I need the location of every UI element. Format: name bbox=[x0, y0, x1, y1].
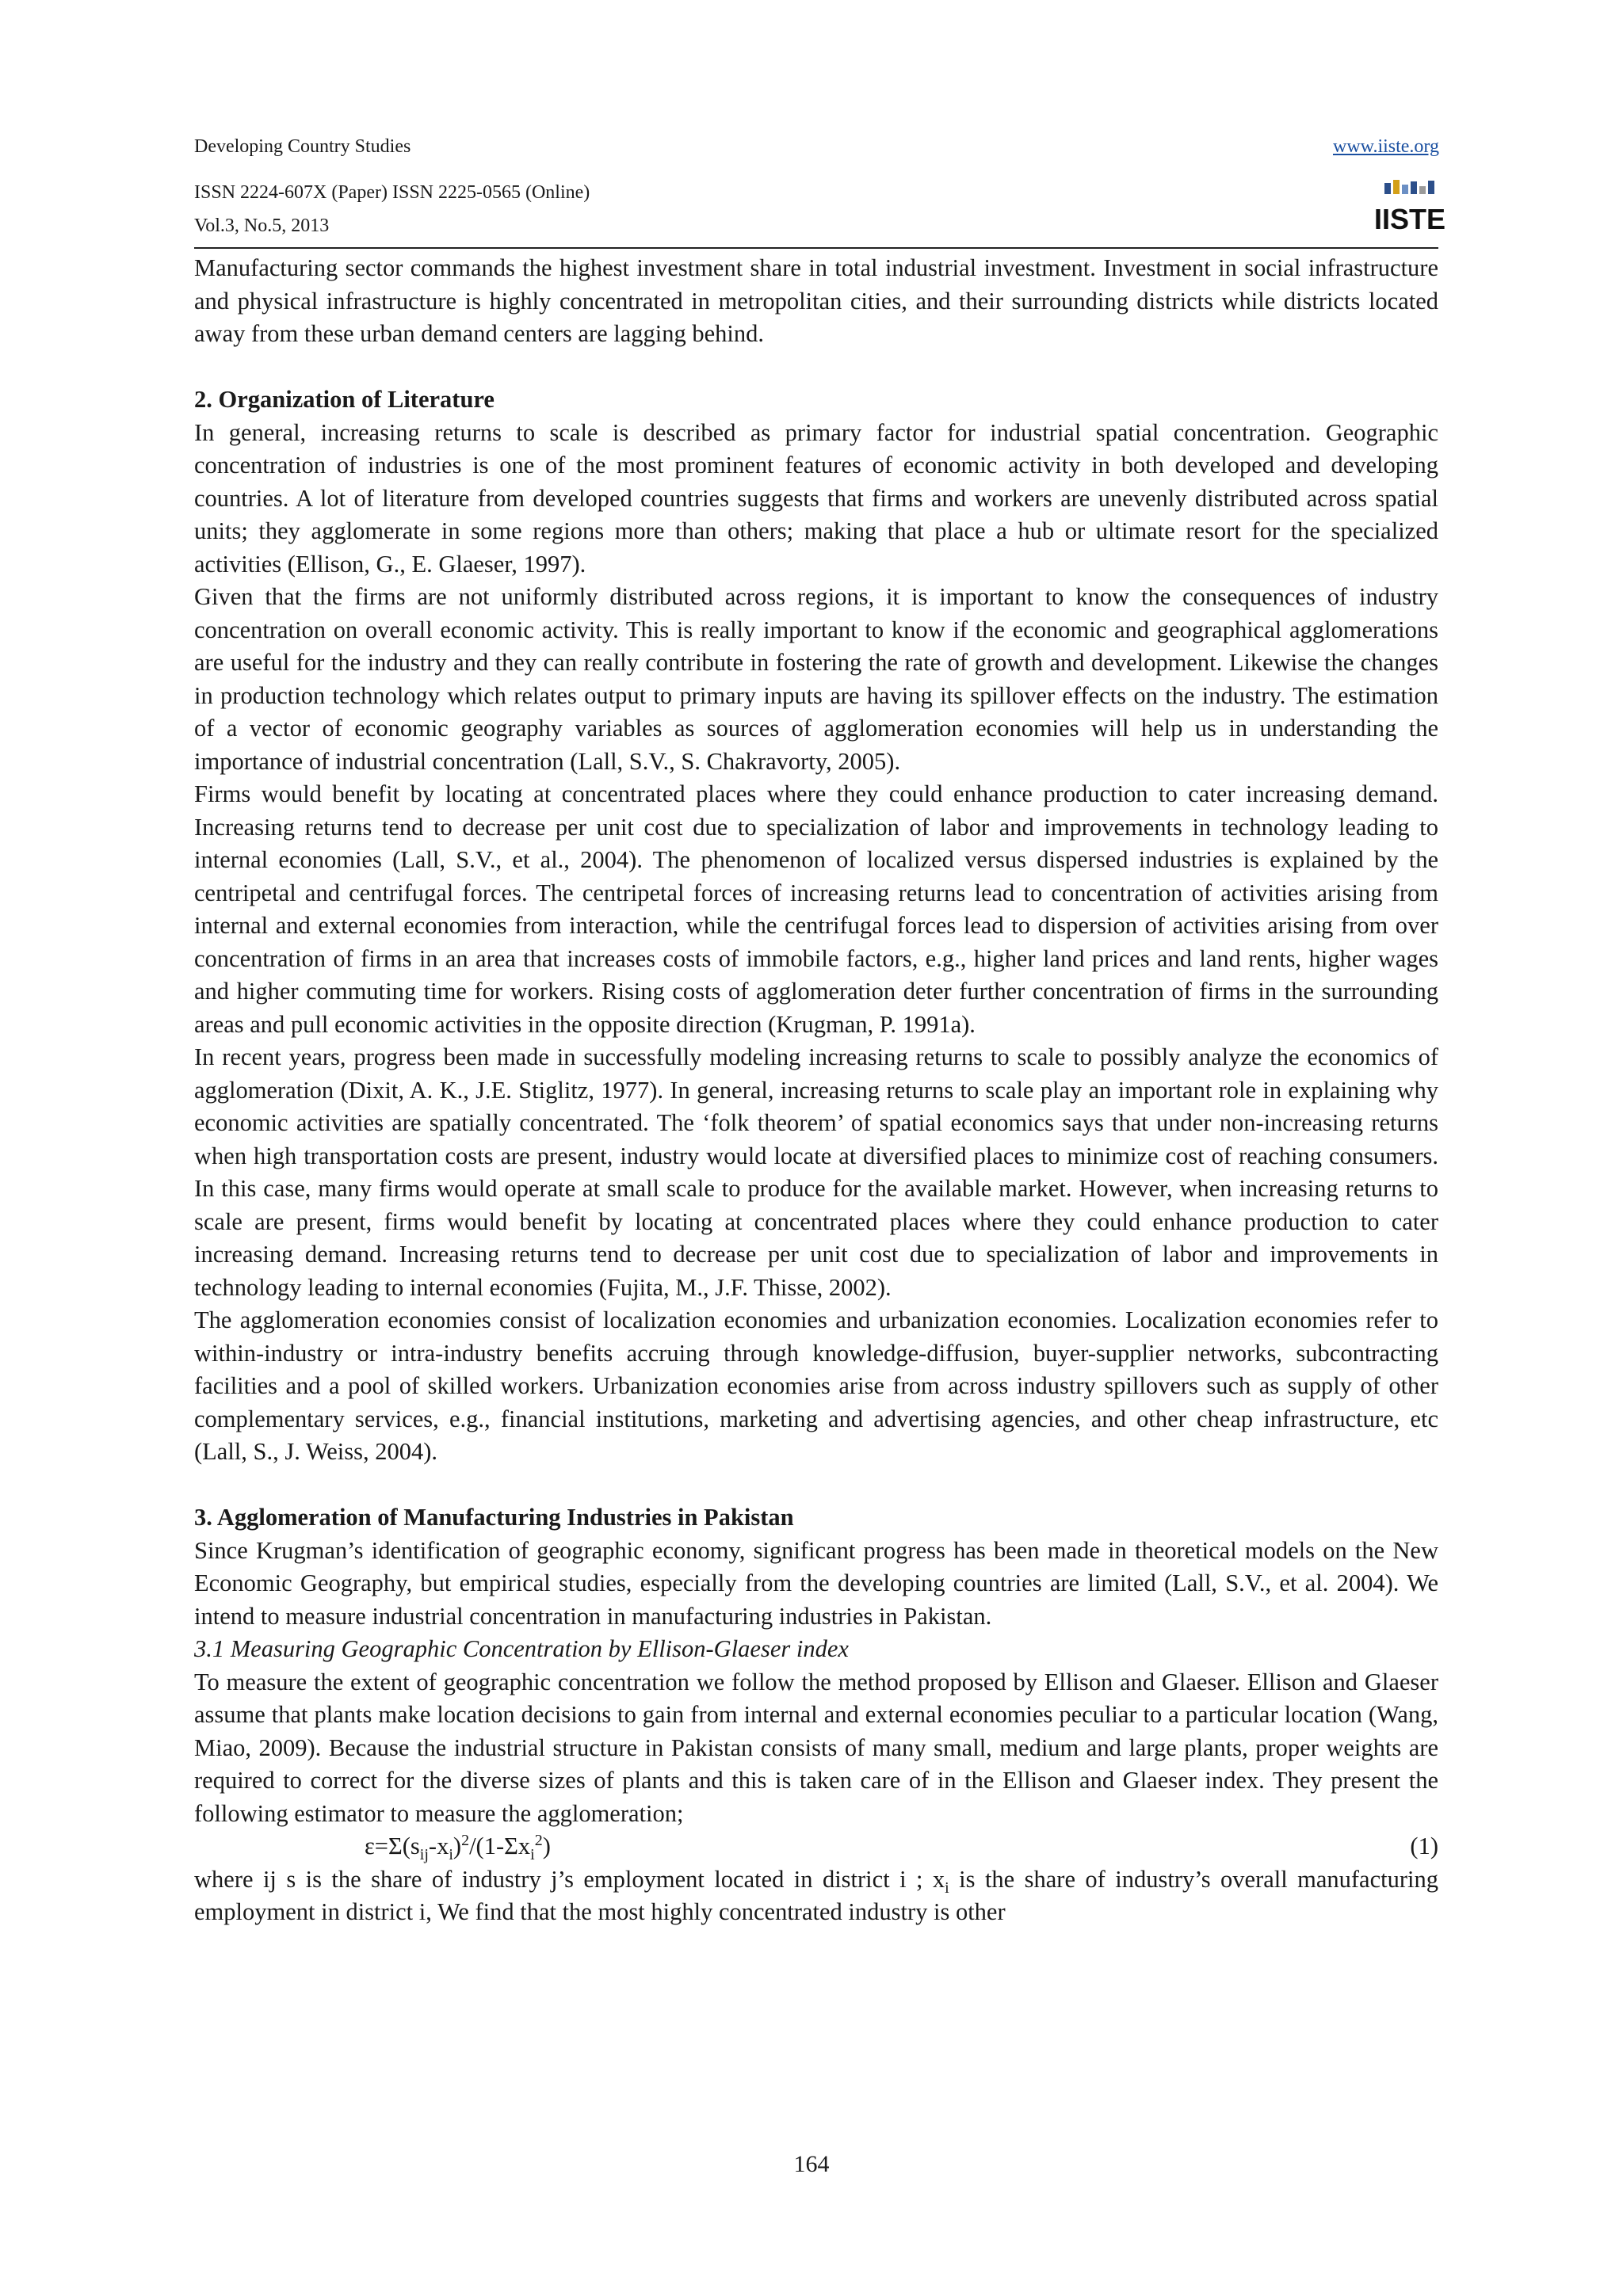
equation: $\varepsilon=\Sigma(s_{ij}-x_i)^2/(1-\Sigma x_i^2)$ bbox=[365, 1831, 551, 1864]
intro-paragraph: Manufacturing sector commands the highest investment share in total industrial investment. Investment in social infrastructure and physical infrastructure is highly concentrated in metropolitan cities, and their surrounding districts while districts located away from these urban demand centers are lagging behind. bbox=[194, 254, 1438, 347]
journal-url-link[interactable]: www.iiste.org bbox=[1333, 136, 1439, 157]
section-2-paragraph-5: The agglomeration economies consist of localization economies and urbanization economies. Localization economies refer to within-industry or intra-industry benefits accruing through knowledge-diffusion, buyer-supplier networks, subcontracting facilities and a pool of skilled workers. Urbanization economies arise from across industry spillovers such as supply of other complementary services, e.g., financial institutions, marketing and advertising agencies, and other cheap infrastructure, etc (Lall, S., J. Weiss, 2004). bbox=[194, 1306, 1438, 1465]
header-rule bbox=[194, 247, 1438, 249]
volume-line: Vol.3, No.5, 2013 bbox=[194, 215, 330, 236]
logo-text: IISTE bbox=[1373, 203, 1446, 235]
equation-line bbox=[194, 1830, 1438, 1863]
section-2-paragraph-4: In recent years, progress been made in successfully modeling increasing returns to scale to possibly analyze the economics of agglomeration (Dixit, A. K., J.E. Stiglitz, 1977). In general, increasing returns to scale play an important role in explaining why economic activities are spatially concentrated. The ‘folk theorem’ of spatial economics says that under non-increasing returns when high transportation costs are present, industry would locate at diversified places to minimize cost of reaching consumers. In this case, many firms would operate at small scale to produce for the available market. However, when increasing returns to scale are present, firms would benefit by locating at concentrated places where they could enhance production to cater increasing demand. Increasing returns tend to decrease per unit cost due to specialization of labor and improvements in technology leading to internal economies (Fujita, M., J.F. Thisse, 2002). bbox=[194, 1043, 1438, 1301]
equation-number: (1) bbox=[1410, 1833, 1438, 1859]
section-3-heading: 3. Agglomeration of Manufacturing Industries in Pakistan bbox=[194, 1504, 794, 1531]
section-2-heading: 2. Organization of Literature bbox=[194, 386, 495, 413]
section-3-paragraph-1: Since Krugman’s identification of geographic economy, significant progress has been made in theoretical models on the New Economic Geography, but empirical studies, especially from the developing countries are limited (Lall, S.V., et al. 2004). We intend to measure industrial concentration in manufacturing industries in Pakistan. bbox=[194, 1536, 1438, 1630]
journal-title: Developing Country Studies bbox=[194, 136, 411, 157]
page-number: 164 bbox=[793, 2151, 830, 2177]
iiste-logo-icon bbox=[1373, 178, 1446, 235]
issn-line: ISSN 2224-607X (Paper) ISSN 2225-0565 (Online) bbox=[194, 182, 590, 203]
section-2-paragraph-1: In general, increasing returns to scale is described as primary factor for industrial spatial concentration. Geographic concentration of industries is one of the most prominent features of economic activity in both developed and developing countries. A lot of literature from developed countries suggests that firms and workers are unevenly distributed across spatial units; they agglomerate in some regions more than others; making that place a hub or ultimate resort for the specialized activities (Ellison, G., E. Glaeser, 1997). bbox=[194, 418, 1438, 578]
section-2-paragraph-2: Given that the firms are not uniformly distributed across regions, it is important to know the consequences of industry concentration on overall economic activity. This is really important to know if the economic and geographical agglomerations are useful for the industry and they can really contribute in fostering the rate of growth and development. Likewise the changes in production technology which relates output to primary inputs are having its spillover effects on the industry. The estimation of a vector of economic geography variables as sources of agglomeration economies will help us in understanding the importance of industrial concentration (Lall, S.V., S. Chakravorty, 2005). bbox=[194, 583, 1438, 775]
section-3-1-paragraph-1: To measure the extent of geographic concentration we follow the method proposed by Ellison and Glaeser. Ellison and Glaeser assume that plants make location decisions to gain from internal and external economies peculiar to a particular location (Wang, Miao, 2009). Because the industrial structure in Pakistan consists of many small, medium and large plants, proper weights are required to correct for the diverse sizes of plants and this is taken care of in the Ellison and Glaeser index. They present the following estimator to measure the agglomeration; bbox=[194, 1668, 1438, 1827]
post-equation-paragraph: where ij s is the share of industry j’s employment located in district i ; $x_i$ is the share of industry’s overall manufacturing employment in district i, We find that the most highly concentrated industry is other bbox=[194, 1865, 1438, 1925]
section-2-paragraph-3: Firms would benefit by locating at concentrated places where they could enhance production to cater increasing demand. Increasing returns tend to decrease per unit cost due to specialization of labor and improvements in technology leading to internal economies (Lall, S.V., et al., 2004). The phenomenon of localized versus dispersed industries is explained by the centripetal and centrifugal forces. The centripetal forces of increasing returns lead to concentration of activities arising from internal and external economies from interaction, while the centrifugal forces lead to dispersion of activities arising from over concentration of firms in an area that increases costs of immobile factors, e.g., higher land prices and land rents, higher wages and higher commuting time for workers. Rising costs of agglomeration deter further concentration of firms in the surrounding areas and pull economic activities in the opposite direction (Krugman, P. 1991a). bbox=[194, 780, 1438, 1038]
article-body bbox=[194, 252, 1438, 1929]
section-3-1-heading: 3.1 Measuring Geographic Concentration by Ellison-Glaeser index bbox=[194, 1635, 849, 1662]
